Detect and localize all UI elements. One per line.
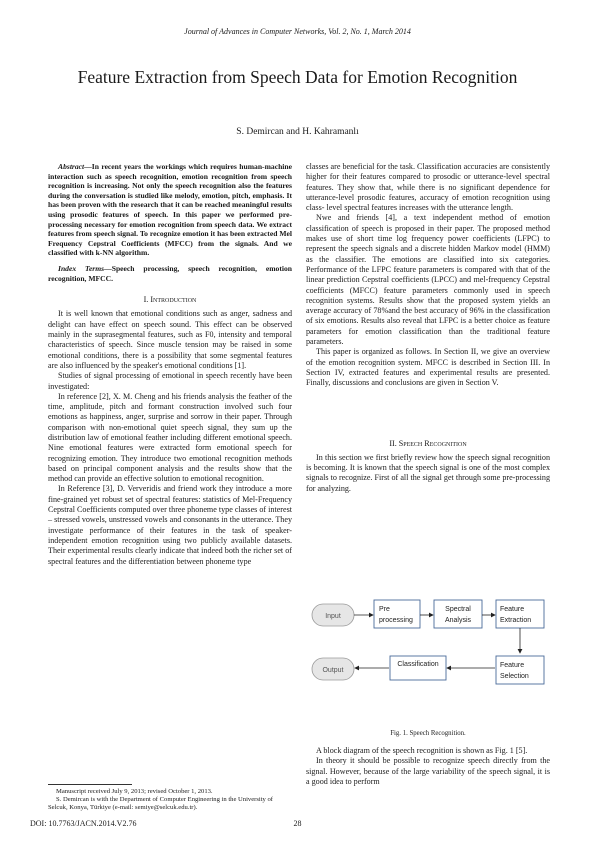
left-column [48,162,292,567]
input-label: Input [325,613,341,620]
spectral-label-1: Spectral [445,606,471,613]
paragraph: Studies of signal processing of emotional in speech recently have been investigated: [48,371,292,391]
paragraph: classes are beneficial for the task. Classification accuracies are consistently higher for their features compared to prosodic or utterance-level spectral features. They show that, while there is no significant dependence for utterance-level prosodic features, accuracy of emotion recognition using class- level spectral features increases with the utterance length. [306,162,550,213]
right-column-bottom [306,746,550,787]
feature-extraction-label-2: Extraction [500,617,532,624]
footnote: S. Demircan is with the Department of Computer Engineering in the University of Selcuk, Konya, Türkiye (e-mail: semiye@selcuk.edu.tr). [48,796,273,812]
index-terms [48,264,292,283]
section-heading-introduction: I. Introduction [143,295,197,305]
abstract [48,162,292,258]
abstract-lead: Abstract [58,162,85,171]
paragraph: In reference [2], X. M. Cheng and his friends analysis the feather of the time, amplitude, pitch and formant construction involved such four emotions as happiness, anger, surprise and sorrow in their paper. Through comparison with non-emotional quiet speech signal, they sum up the distribution law of emotional feather including different emotional speech. Nine emotional features were extracted form emotional speech for recognizing emotion. They introduce two emotional recognition methods based on principal component analysis and the results show that the method can provide an effective solution to emotional recognition. [48,391,292,484]
paragraph: This paper is organized as follows. In Section II, we give an overview of the emotion recognition system. MFCC is described in Section III. In Section IV, extracted features and experimental results are presented. Finally, discussions and conclusions are given in Section V. [306,347,550,388]
paragraph: In theory it should be possible to recognize speech directly from the signal. However, because of the large variability of the speech signal, it is a good idea to perform [306,756,550,786]
classification-block [390,656,446,680]
figure-speech-recognition [306,596,550,716]
paper-title: Feature Extraction from Speech Data for Emotion Recognition [77,67,518,87]
journal-header: Journal of Advances in Computer Networks, Vol. 2, No. 1, March 2014 [184,27,411,36]
output-label: Output [322,667,344,674]
figure-caption: Fig. 1. Speech Recognition. [390,730,466,737]
page-number: 28 [293,819,302,828]
preprocessing-label-2: processing [379,617,413,624]
paragraph: In Reference [3], D. Ververidis and friend work they introduce a more fine-grained yet robust set of spectral features: statistics of Mel-Frequency Cepstral Coefficients computed over three phoneme type classes of interest – stressed vowels, unstressed vowels and consonants in the utterance. They investigate performance of their features in the task of speaker-independent emotion recognition using two publicly available datasets. Their experimental results clearly indicate that indeed both the richer set of spectral features and the differentiation between phoneme type [48,484,292,566]
classification-label: Classification [397,661,439,668]
paragraph: In this section we first briefly review how the speech signal recognition is becoming. It is known that the speech signal is one of the most complex signals to recognize. First of all the signal get through some pre-processing for analyzing. [306,452,550,493]
paper-authors: S. Demircan and H. Kahramanlı [236,127,359,137]
feature-selection-label-1: Feature [500,662,525,669]
block-diagram [306,596,550,716]
paragraph: A block diagram of the speech recognition is shown as Fig. 1 [5]. [316,746,528,755]
footnote-rule [48,784,132,785]
abstract-text: —In recent years the workings which requires human-machine interaction such as speech recognition, emotion recognition from speech recognition is increasing. Not only the speech recognition also the features during the conversation is studied like melody, emotion, pitch, emphasis. It has been proven with the research that it can be reached meaningful results using prosodic features of speech. In this paper we performed pre-processing necessary for emotion recognition from speech data. We extract features from speech signal. To recognize emotion it has been extracted Mel Frequency Cepstral Coefficients (MFCC) from the signals. And we classified with k-NN algorithm. [48,162,292,258]
doi: DOI: 10.7763/JACN.2014.V2.76 [30,819,137,828]
spectral-label-2: Analysis [444,617,472,624]
right-column [306,162,550,494]
index-terms-lead: Index Terms [58,263,105,273]
section-heading-speech-recognition: II. Speech Recognition [389,438,467,448]
footnotes [48,788,292,813]
feature-extraction-label-1: Feature [500,606,525,613]
preprocessing-label-1: Pre [379,606,390,613]
feature-selection-label-2: Selection [500,673,529,680]
index-terms-text: —Speech processing, speech recognition, emotion recognition, MFCC. [48,263,293,283]
footnote: Manuscript received July 9, 2013; revised October 1, 2013. [56,788,213,795]
paragraph: Nwe and friends [4], a text independent method of emotion classification of speech is proposed in their paper. The proposed method makes use of short time log frequency power coefficients (LFPC) to represent the speech signals and a discrete hidden Markov model (HMM) as the classifier. The emotions are classified into six categories. Performance of the LFPC feature parameters is compared with that of the linear prediction Cepstral coefficients (LPCC) and mel-frequency Cepstral coefficients (MFCC) feature parameters commonly used in speech recognition systems. Results show that the proposed system yields an average accuracy of 78%and the best accuracy of 96% in the classification of six emotions. Results also reveal that LFPC is a better choice as feature parameters for emotion classification than the traditional feature parameters. [306,213,550,347]
paragraph: It is well known that emotional conditions such as anger, sadness and delight can have effect on speech sound. This effect can be observed mainly in the suprasegmental features, such as F0, intensity and temporal characteristics of speech. Since muscle tension may be raised in some emotional conditions, there is a possibility that some segmental features are also influenced by the speaker's emotional conditions [1]. [48,309,292,370]
